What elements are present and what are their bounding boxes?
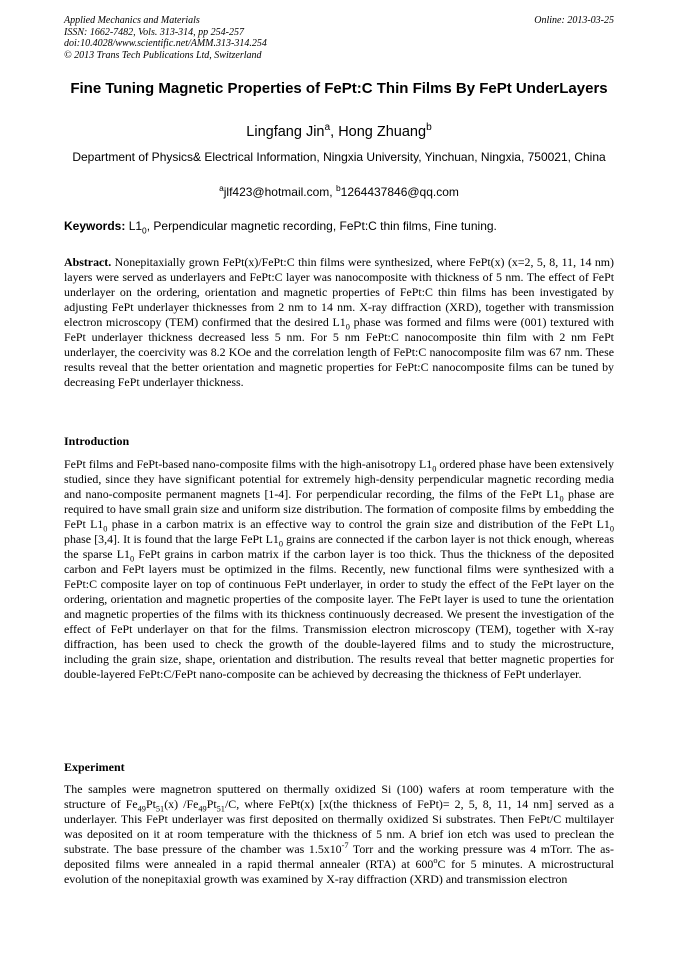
journal-name: Applied Mechanics and Materials <box>64 15 200 26</box>
abstract-label: Abstract. <box>64 255 112 269</box>
body-text: Torr and the working pressure was 4 mTorr. The as-deposited films were annealed in a rapid thermal annealer (RTA) at 600 <box>64 842 614 871</box>
subscript: 0 <box>103 524 108 534</box>
subscript: 0 <box>432 464 437 474</box>
author-emails <box>64 185 614 200</box>
superscript: o <box>433 856 438 866</box>
subscript: 0 <box>278 539 283 549</box>
body-text: phase are required to have small grain size and uniform size distribution. The formation of composite films by embedding the FePt L1 <box>64 487 614 531</box>
email-superscript: a <box>219 183 224 193</box>
email-address: jlf423@hotmail.com, <box>223 185 336 199</box>
subscript: 0 <box>129 554 135 564</box>
subscript: 49 <box>137 804 146 814</box>
body-text: Pt <box>206 797 217 811</box>
keywords-text: L1 <box>125 219 143 233</box>
body-text: (x) /Fe <box>164 797 199 811</box>
email-superscript: b <box>335 183 341 193</box>
journal-copyright: © 2013 Trans Tech Publications Ltd, Switzerland <box>64 49 262 61</box>
author-separator: , <box>330 124 339 140</box>
body-text: ordered phase have been extensively studied, since they have significant potential for extremely high-density perpendicular magnetic recording media and nano-composite permanent magnets [1-4]. For perpendicular recording, the films of the FePt L1 <box>64 457 615 501</box>
author-name: Lingfang Jin <box>246 124 325 140</box>
introduction-paragraph <box>64 457 614 682</box>
body-text: FePt films and FePt-based nano-composite films with the high-anisotropy L1 <box>64 457 433 471</box>
journal-header <box>64 15 614 61</box>
body-text: Pt <box>145 797 156 811</box>
keywords-label: Keywords: <box>64 219 126 233</box>
keywords-text: , Perpendicular magnetic recording, FePt:C thin films, Fine tuning. <box>146 219 497 233</box>
author-superscript: b <box>426 122 432 134</box>
subscript: 0 <box>559 494 564 504</box>
paper-authors <box>64 123 614 141</box>
experiment-paragraph <box>64 782 614 887</box>
body-text: The samples were magnetron sputtered on thermally oxidized Si (100) wafers at room temperature with the structure of Fe <box>64 782 614 811</box>
experiment-heading: Experiment <box>64 760 125 774</box>
keywords <box>64 219 614 234</box>
abstract-text: phase was formed and films were (001) textured with FePt underlayer thickness decreased less 5 nm. For 5 nm FePt:C nanocomposite thin film with 2 nm FePt underlayer, the coercivity was 8.2 KOe and the correlation length of FePt:C nanocomposite film was 67 nm. These results reveal that the better orientation and magnetic properties for FePt:C nanocomposite films can be tuned by decreasing FePt underlayer thickness. <box>64 315 614 389</box>
subscript: 51 <box>216 804 225 814</box>
author-name: Hong Zhuang <box>338 124 427 140</box>
subscript: 0 <box>609 524 614 534</box>
paper-title: Fine Tuning Magnetic Properties of FePt:C Thin Films By FePt UnderLayers <box>70 80 608 97</box>
subscript: 51 <box>155 804 165 814</box>
body-text: FePt grains in carbon matrix if the carbon layer is too thick. Thus the thickness of the deposited carbon and FePt layers must be optimized in the films. Recently, new functional films were synthesized with a FePt:C composite layer on top of continuous FePt underlayer, in order to study the effect of the FePt layer on the ordering, orientation and magnetic properties of the composite layer. The FePt layer is used to tune the orientation and magnetic properties of the films with its thickness continuously decreased. We present the investigation of the effect of FePt underlayer on that for the films. Transmission electron microscopy (TEM), together with X-ray diffraction, has been used to check the growth of the double-layered films and to study the microstructure, including the grain size, shape, orientation and distribution. The results reveal that better magnetic properties for double-layered FePt:C/FePt nano-composite can be achieved by decreasing the thickness of FePt underlayer. <box>64 547 615 681</box>
body-text: phase [3,4]. It is found that the large FePt L1 <box>64 532 279 546</box>
subscript: 0 <box>142 225 147 236</box>
body-text: phase in a carbon matrix is an effective way to control the grain size and distribution of the FePt L1 <box>107 517 610 531</box>
introduction-heading: Introduction <box>64 434 130 448</box>
author-superscript: a <box>324 122 331 134</box>
journal-issn: ISSN: 1662-7482, Vols. 313-314, pp 254-257 <box>64 26 244 38</box>
body-text: /C, where FePt(x) [x(the thickness of FePt)= 2, 5, 8, 11, 14 nm] served as a underlayer. This FePt underlayer was first deposited on thermally oxidized Si substrates. Then FePt/C multilayer was deposited on it at room temperature with the thickness of 5 nm. A brief ion etch was used to preclean the substrate. The base pressure of the chamber was 1.5x10 <box>64 797 614 856</box>
body-text: C for 5 minutes. A microstructural evolution of the nonepitaxial growth was examined by X-ray diffraction (XRD) and transmission electron <box>64 857 614 886</box>
online-date: Online: 2013-03-25 <box>534 15 614 26</box>
email-address: 1264437846@qq.com <box>340 185 459 199</box>
journal-doi: doi:10.4028/www.scientific.net/AMM.313-314.254 <box>64 38 267 49</box>
author-affiliation: Department of Physics& Electrical Information, Ningxia University, Yinchuan, Ningxia, 750021, China <box>72 150 606 164</box>
abstract-text: Nonepitaxially grown FePt(x)/FePt:C thin films were synthesized, where FePt(x) (x=2, 5, 8, 11, 14 nm) layers were served as underlayers and FePt:C layer was nanocomposite with thickness of 5 nm. The effect of FePt underlayer on the ordering, orientation and magnetic properties of FePt:C thin films has been investigated by adjusting FePt underlayer thicknesses from 2 nm to 14 nm. X-ray diffraction (XRD), together with transmission electron microscopy (TEM) confirmed that the desired L1 <box>64 255 614 329</box>
body-text: grains are connected if the carbon layer is not thick enough, whereas the sparse L1 <box>64 532 614 561</box>
subscript: 49 <box>198 804 207 814</box>
abstract <box>64 255 614 390</box>
subscript: 0 <box>345 322 350 332</box>
superscript: -7 <box>341 841 349 851</box>
